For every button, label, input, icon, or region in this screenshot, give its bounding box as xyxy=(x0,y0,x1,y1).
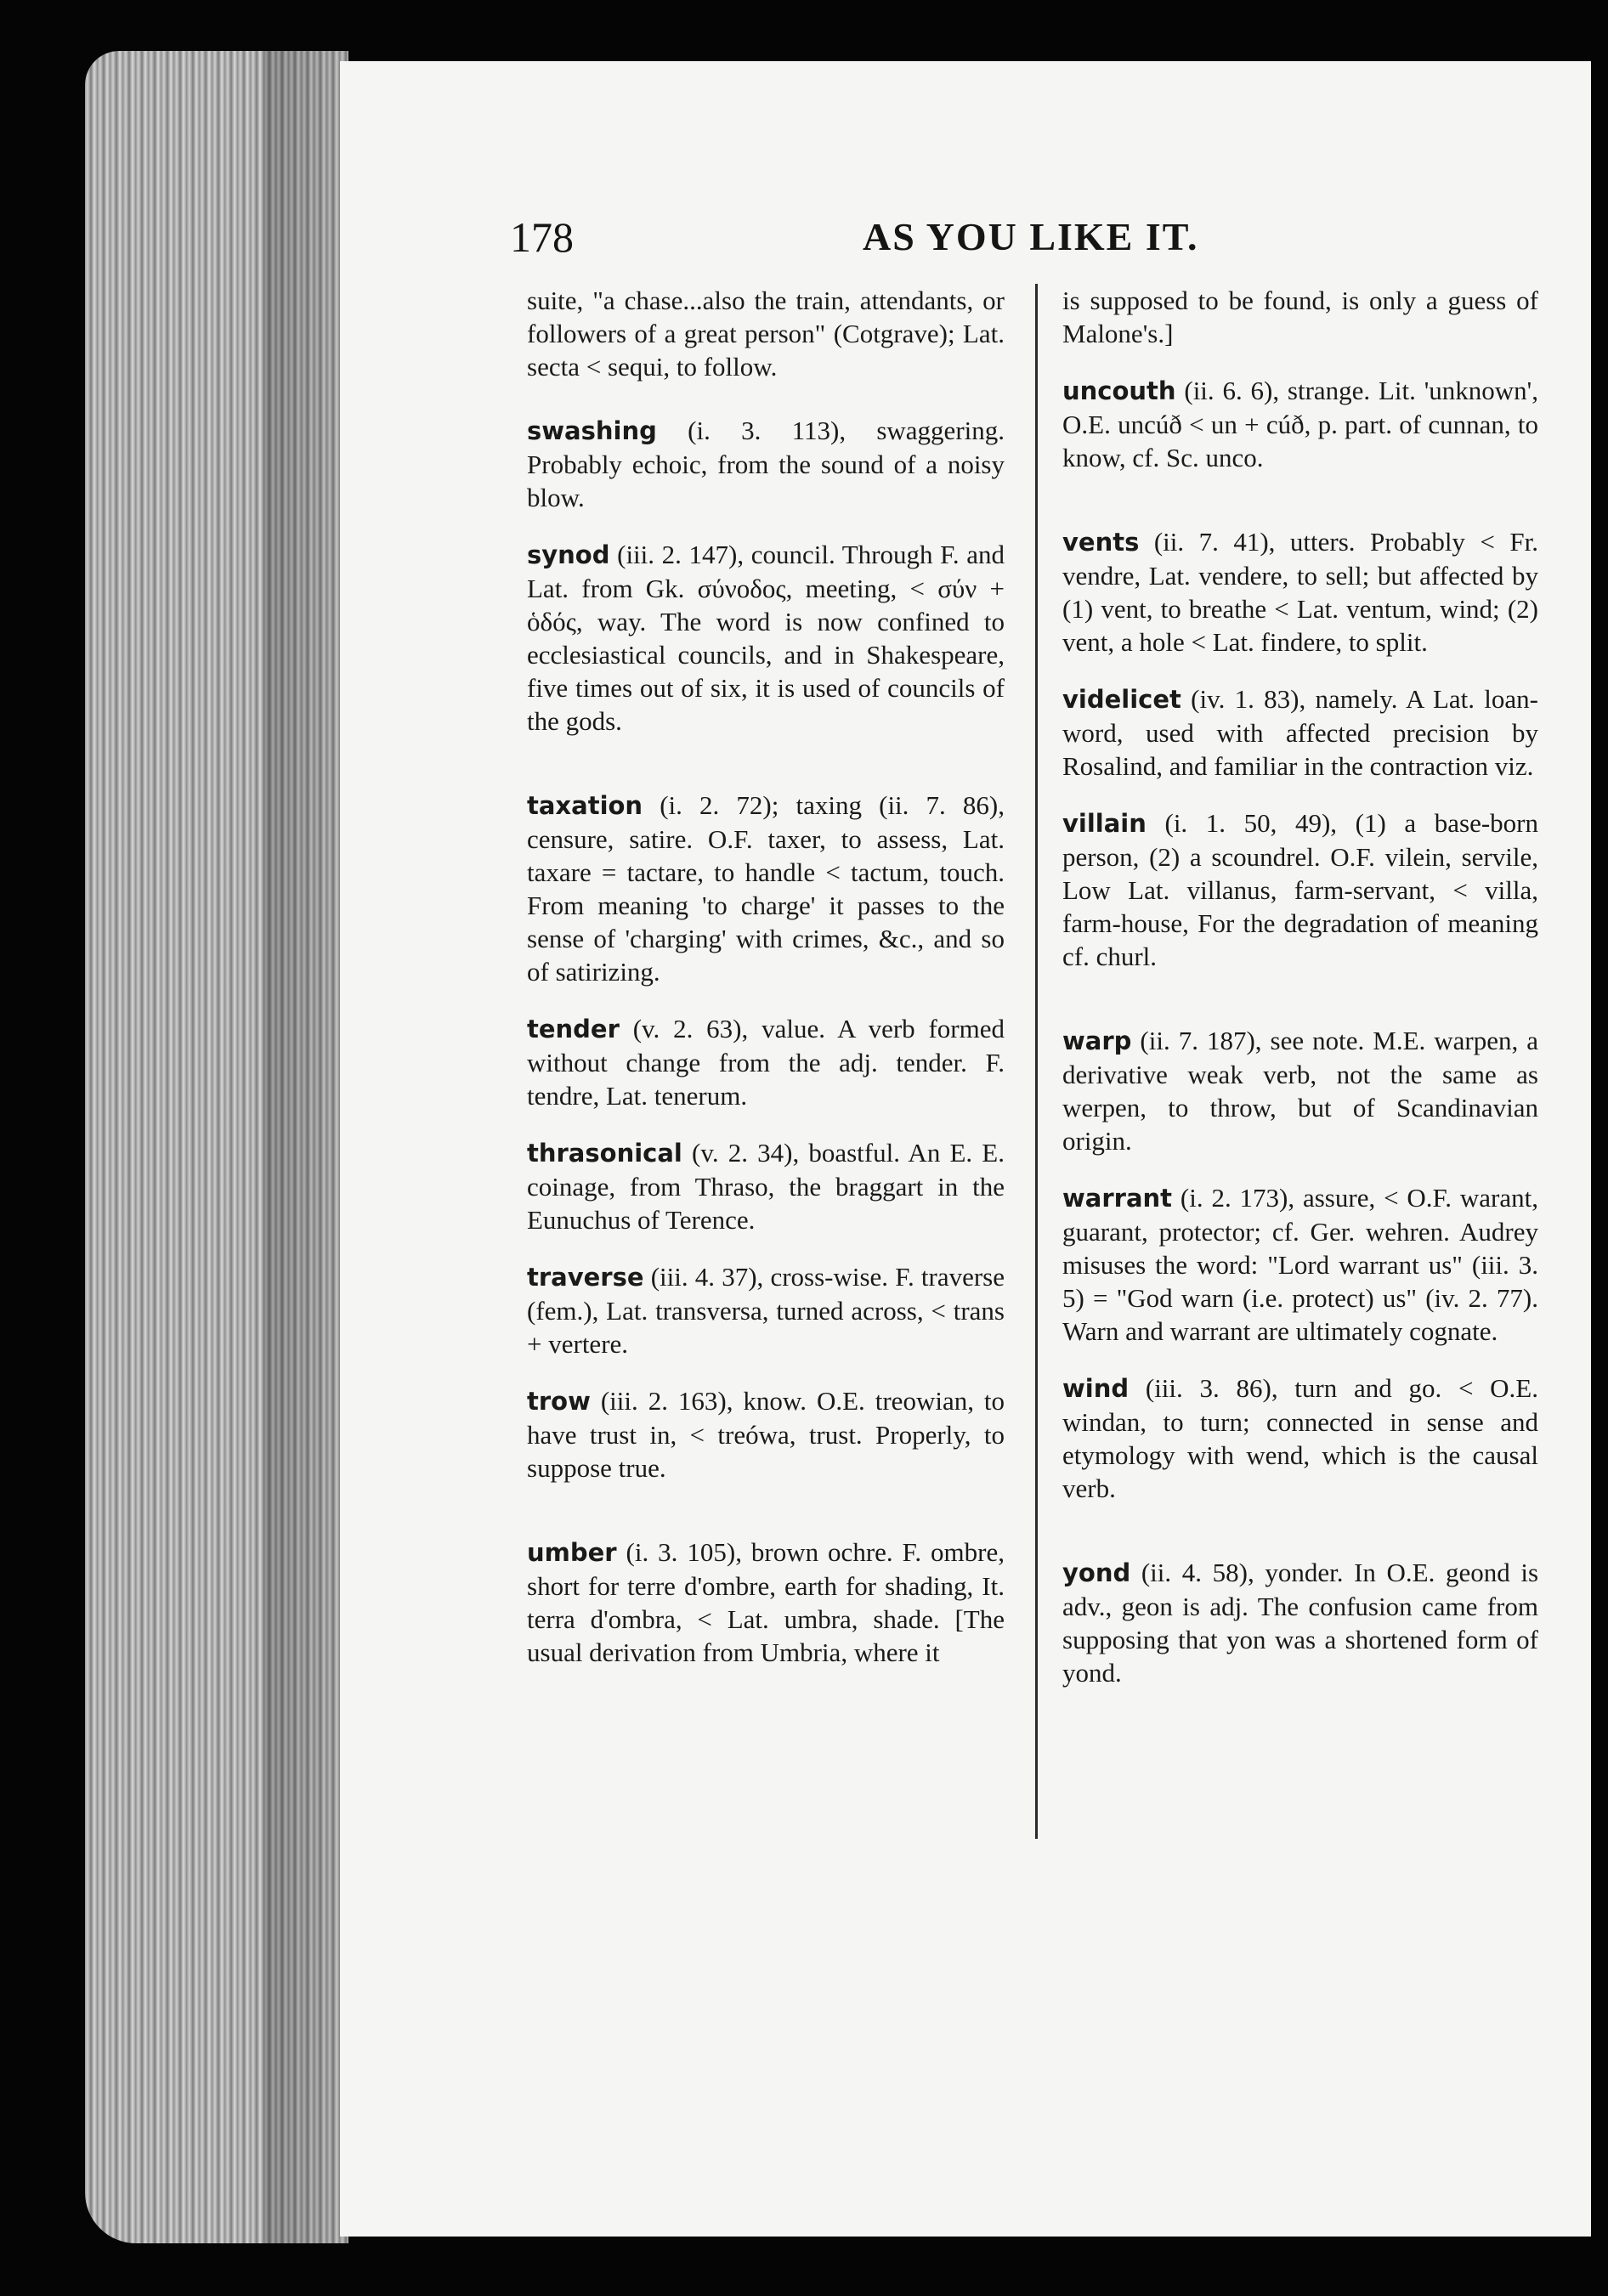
entry-text: is supposed to be found, is only a guess of Malone's.] xyxy=(1062,286,1538,348)
entry-text: (iii. 4. 37), cross-wise. F. traverse (fem.), Lat. transversa, turned across, < trans + vertere. xyxy=(527,1262,1005,1359)
entry-text: (v. 2. 34), boastful. An E. E. coinage, from Thraso, the braggart in the Eunuchus of Terence. xyxy=(527,1138,1005,1235)
entry-text: (ii. 7. 41), utters. Probably < Fr. vendre, Lat. vendere, to sell; but affected by (1) vent, to breathe < Lat. ventum, wind; (2) vent, a hole < Lat. findere, to split. xyxy=(1062,527,1538,657)
entry-headword: trow xyxy=(527,1387,591,1416)
glossary-entry-trow xyxy=(527,1384,1005,1484)
glossary-entry-synod xyxy=(527,538,1005,738)
entry-text: (ii. 6. 6), strange. Lit. 'unknown', O.E. uncúð < un + cúð, p. part. of cunnan, to know, cf. Sc. unco. xyxy=(1062,376,1538,472)
entry-headword: swashing xyxy=(527,416,657,445)
book-page xyxy=(340,61,1591,2237)
entry-text: (i. 2. 72); taxing (ii. 7. 86), censure, satire. O.F. taxer, to assess, Lat. taxare = tactare, to handle < tactum, touch. From meaning 'to charge' it passes to the sense of 'charging' with crimes, &c., and so of satirizing. xyxy=(527,790,1005,987)
entry-headword: warp xyxy=(1062,1026,1132,1055)
entry-text: (i. 3. 113), swaggering. Probably echoic, from the sound of a noisy blow. xyxy=(527,416,1005,512)
entry-text: (iii. 3. 86), turn and go. < O.E. windan, to turn; connected in sense and etymology with wend, which is the causal verb. xyxy=(1062,1373,1538,1503)
entry-text: (i. 2. 173), assure, < O.F. warant, guarant, protector; cf. Ger. wehren. Audrey misuses the word: "Lord warrant us" (iii. 3. 5) = "God warn (i.e. protect) us" (iv. 2. 77). Warn and warrant are ultimately cognate. xyxy=(1062,1183,1538,1346)
entry-headword: tender xyxy=(527,1015,620,1043)
entry-text: (i. 1. 50, 49), (1) a base-born person, (2) a scoundrel. O.F. vilein, servile, Low Lat. villanus, farm-servant, < villa, farm-house, For the degradation of meaning cf. churl. xyxy=(1062,808,1538,971)
glossary-entry-thrasonical xyxy=(527,1136,1005,1236)
entry-text: (ii. 7. 187), see note. M.E. warpen, a derivative weak verb, not the same as werpen, to throw, but of Scandinavian origin. xyxy=(1062,1026,1538,1156)
running-title: AS YOU LIKE IT. xyxy=(863,215,1199,258)
glossary-entry-uncouth xyxy=(1062,374,1538,474)
entry-headword: uncouth xyxy=(1062,376,1176,405)
glossary-entry-umber-continued xyxy=(1062,284,1538,350)
entry-headword: yond xyxy=(1062,1558,1131,1587)
glossary-entry-vents xyxy=(1062,525,1538,659)
entry-text: (iv. 1. 83), namely. A Lat. loan-word, used with affected precision by Rosalind, and familiar in the contraction viz. xyxy=(1062,684,1539,781)
entry-headword: thrasonical xyxy=(527,1139,682,1168)
entry-headword: synod xyxy=(527,540,610,569)
entry-text: (i. 3. 105), brown ochre. F. ombre, short for terre d'ombre, earth for shading, It. terra d'ombra, < Lat. umbra, shade. [The usual derivation from Umbria, where it xyxy=(527,1537,1005,1667)
entry-headword: vents xyxy=(1062,528,1140,557)
entry-headword: wind xyxy=(1062,1374,1130,1403)
entry-text: (ii. 4. 58), yonder. In O.E. geond is adv., geon is adj. The confusion came from supposing that yon was a shortened form of yond. xyxy=(1062,1558,1539,1688)
glossary-entry-taxation xyxy=(527,789,1005,988)
entry-text: (iii. 2. 163), know. O.E. treowian, to have trust in, < treówa, trust. Properly, to suppose true. xyxy=(527,1386,1005,1483)
right-column xyxy=(1062,284,1538,1713)
entry-headword: taxation xyxy=(527,791,643,820)
entry-text: (iii. 2. 147), council. Through F. and Lat. from Gk. σύνοδος, meeting, < σύν + ὁδός, way. The word is now confined to ecclesiastical councils, and in Shakespeare, five times out of six, it is used of councils of the gods. xyxy=(527,540,1005,736)
entry-text: (v. 2. 63), value. A verb formed without change from the adj. tender. F. tendre, Lat. tenerum. xyxy=(527,1014,1005,1111)
glossary-entry-swashing xyxy=(527,414,1005,514)
glossary-entry-wind xyxy=(1062,1371,1538,1505)
column-divider xyxy=(1035,284,1038,1839)
glossary-entry-umber xyxy=(527,1535,1005,1669)
book-page-edges xyxy=(85,51,348,2243)
glossary-entry-videlicet xyxy=(1062,682,1538,783)
glossary-entry-warp xyxy=(1062,1024,1538,1157)
entry-text: suite, "a chase...also the train, attendants, or followers of a great person" (Cotgrave); Lat. secta < sequi, to follow. xyxy=(527,286,1005,382)
glossary-entry-traverse xyxy=(527,1260,1005,1360)
entry-headword: videlicet xyxy=(1062,685,1181,714)
left-column xyxy=(527,284,1005,1693)
glossary-entry-suite-continued xyxy=(527,284,1005,383)
glossary-entry-villain xyxy=(1062,806,1538,973)
glossary-entry-tender xyxy=(527,1012,1005,1112)
page-number: 178 xyxy=(510,213,574,261)
entry-headword: traverse xyxy=(527,1263,644,1292)
entry-headword: villain xyxy=(1062,809,1147,838)
glossary-entry-yond xyxy=(1062,1556,1538,1689)
glossary-entry-warrant xyxy=(1062,1181,1538,1348)
entry-headword: warrant xyxy=(1062,1184,1173,1213)
entry-headword: umber xyxy=(527,1538,617,1567)
